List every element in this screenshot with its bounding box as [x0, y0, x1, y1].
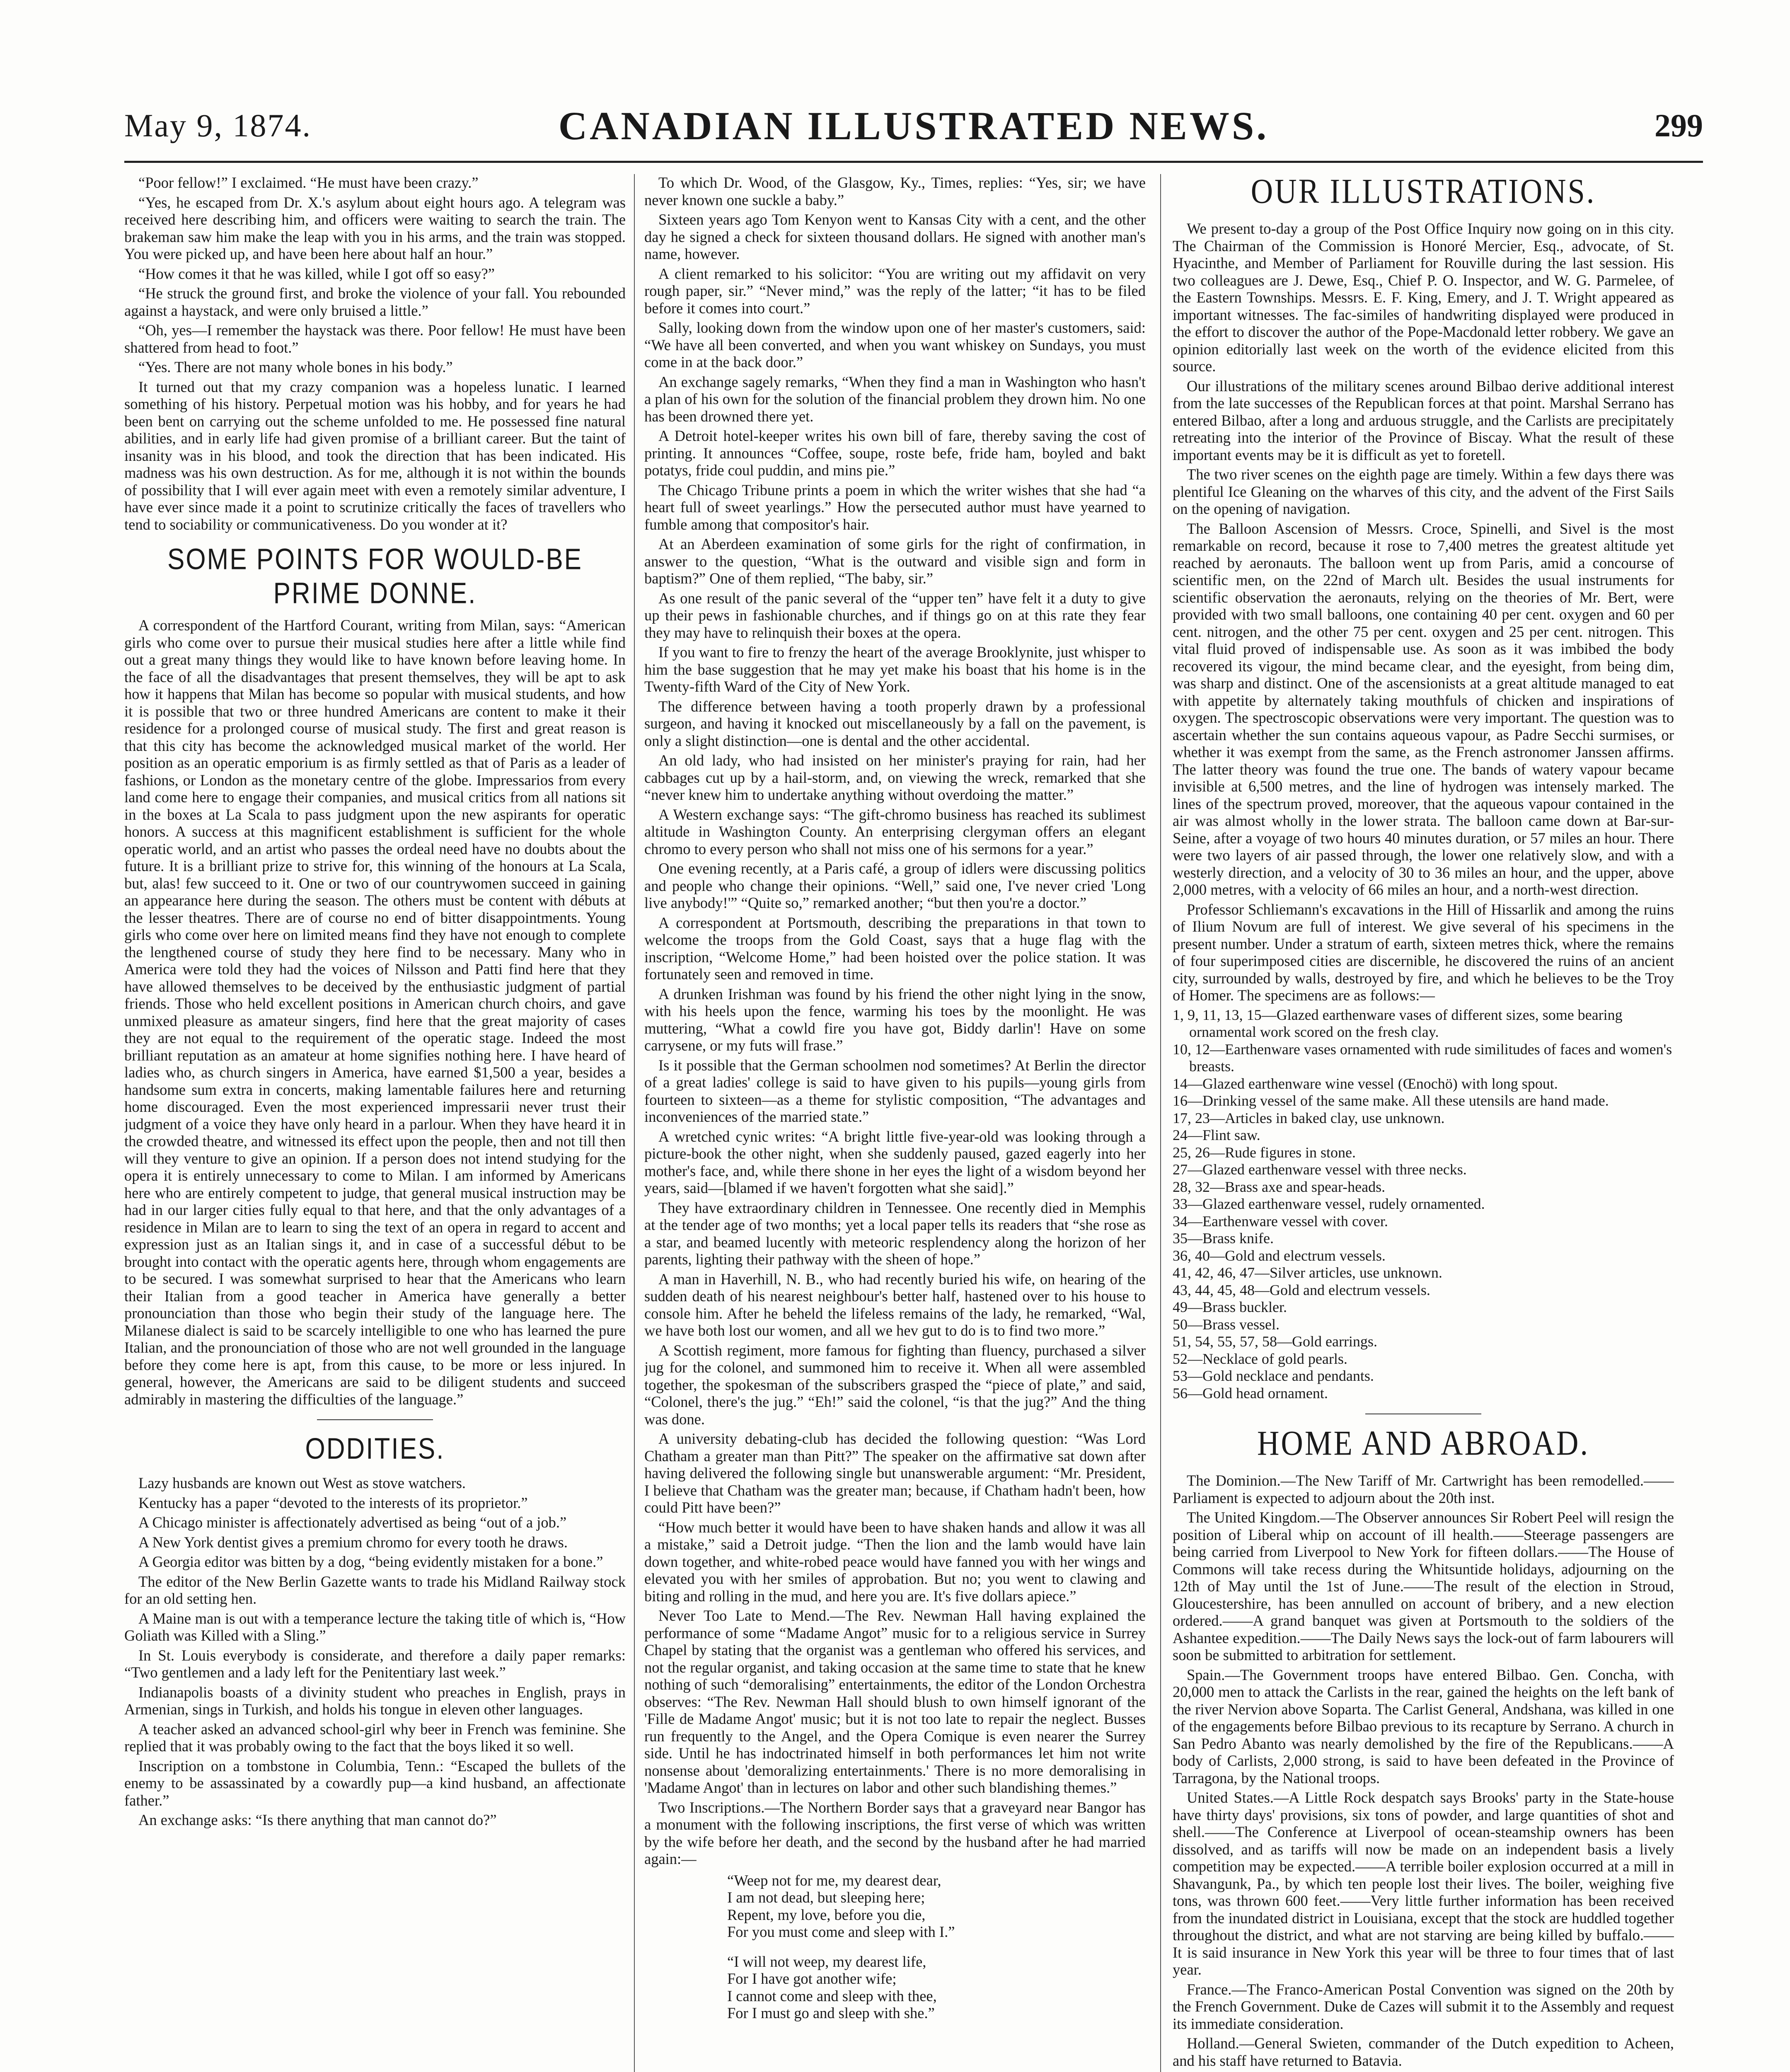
oddity-item: A Detroit hotel-keeper writes his own bill of fare, thereby saving the cost of printing. It announces “Coffee, soupe, roste befe, fride ham, boyled and bakt potatys, fride coul puddin, and mins pie.” — [644, 427, 1146, 479]
poem-line: I cannot come and sleep with thee, — [727, 1987, 937, 2004]
specimen-item: 14—Glazed earthenware wine vessel (Œnochö) with long spout. — [1173, 1075, 1558, 1092]
oddity-item: A New York dentist gives a premium chromo for every tooth he draws. — [138, 1533, 568, 1551]
oddity-item: The difference between having a tooth properly drawn by a professional surgeon, and having it knocked out miscellaneously by a fall on the pavement, is only a slight distinction—one is dental and the other accidental. — [644, 697, 1146, 749]
specimen-item: 34—Earthenware vessel with cover. — [1173, 1213, 1388, 1230]
article-our-illustrations — [1173, 220, 1674, 1004]
epitaph-verse-husband — [727, 1953, 1146, 2022]
specimen-item: 27—Glazed earthenware vessel with three necks. — [1173, 1161, 1467, 1178]
oddity-item: Two Inscriptions.—The Northern Border says that a graveyard near Bangor has a monument with the following inscriptions, the first verse of which was written by the wife before her death, and the second by the husband after he had married again:— — [644, 1798, 1146, 1867]
oddity-item: A teacher asked an advanced school-girl why beer in French was feminine. She replied that it was probably owing to the fact that the boys liked it so well. — [124, 1720, 626, 1755]
epitaph-verse-wife — [727, 1872, 1146, 1941]
oddity-item: A client remarked to his solicitor: “You are writing out my affidavit on very rough paper, sir.” “Never mind,” was the reply of the latter; “it has to be filed before it comes into court.” — [644, 265, 1146, 317]
news-paragraph: The Dominion.—The New Tariff of Mr. Cartwright has been remodelled.——Parliament is expected to adjourn about the 20th inst. — [1173, 1472, 1674, 1506]
oddity-item: A Georgia editor was bitten by a dog, “being evidently mistaken for a bone.” — [138, 1553, 603, 1570]
oddity-item: At an Aberdeen examination of some girls for the right of confirmation, in answer to the question, “What is the outward and visible sign and form in baptism?” One of them replied, “The baby, sir.” — [644, 535, 1146, 587]
oddity-item: Sixteen years ago Tom Kenyon went to Kansas City with a cent, and the other day he signed a check for sixteen thousand dollars. He signed with another man's name, however. — [644, 211, 1146, 262]
section-rule — [317, 1419, 433, 1420]
newspaper-title: CANADIAN ILLUSTRATED NEWS. — [558, 104, 1269, 148]
oddity-item: A Scottish regiment, more famous for fighting than fluency, purchased a silver jug for the colonel, and summoned him to receive it. When all were assembled together, the spokesman of the subscribers grasped the “piece of plate,” and said, “Colonel, there's the jug.” “Eh!” said the colonel, “is that the jug?” And the thing was done. — [644, 1341, 1146, 1428]
news-paragraph: Spain.—The Government troops have entered Bilbao. Gen. Concha, with 20,000 men to attack the Carlists in the rear, gained the heights on the left bank of the river Nervion above Soparta. The Carlist General, Andshana, was killed in one of the engagements before Bilbao previous to its recapture by Serrano. A church in San Pedro Abanto was nearly demolished by the fire of the Republicans.——A body of Carlists, 2,000 strong, is said to have been defeated in the Province of Tarragona, by the National troops. — [1173, 1666, 1674, 1786]
epitaph-poem — [644, 1872, 1146, 2022]
paragraph: Our illustrations of the military scenes around Bilbao derive additional interest from the late successes of the Republican forces at that point. Marshal Serrano has entered Bilbao, after a long and arduous struggle, and the Carlists are precipitately retreating into the interior of the Province of Biscay. What the result of these important events may be it is difficult as yet to foretell. — [1173, 377, 1674, 463]
news-paragraph: Holland.—General Swieten, commander of the Dutch expedition to Acheen, and his staff have returned to Batavia. — [1173, 2035, 1674, 2069]
specimen-item: 41, 42, 46, 47—Silver articles, use unknown. — [1173, 1264, 1442, 1281]
poem-line: For you must come and sleep with I.” — [727, 1923, 955, 1940]
oddity-item: An exchange sagely remarks, “When they find a man in Washington who hasn't a plan of his own for the solution of the financial problem they drown him. No one has been drowned there yet. — [644, 373, 1146, 425]
oddity-item: As one result of the panic several of the “upper ten” have felt it a duty to give up their pews in fashionable churches, and if things go on at this rate they fear they may have to relinquish their boxes at the opera. — [644, 589, 1146, 641]
oddity-item: An exchange asks: “Is there anything that man cannot do?” — [138, 1811, 497, 1828]
oddity-item: If you want to fire to frenzy the heart of the average Brooklynite, just whisper to him the base suggestion that he may yet make his boast that his home is in the Twenty-fifth Ward of the City of New York. — [644, 644, 1146, 695]
oddity-item: Kentucky has a paper “devoted to the interests of its proprietor.” — [138, 1494, 528, 1511]
oddity-item: A Chicago minister is affectionately advertised as being “out of a job.” — [138, 1514, 567, 1531]
oddity-item: Lazy husbands are known out West as stove watchers. — [138, 1474, 466, 1491]
oddity-item: The editor of the New Berlin Gazette wants to trade his Midland Railway stock for an old setting hen. — [124, 1573, 626, 1607]
column-1 — [124, 174, 626, 2072]
column-2 — [644, 174, 1146, 2072]
news-paragraph: The United Kingdom.—The Observer announces Sir Robert Peel will resign the position of Liberal whip on account of ill health.——Steerage passengers are being carried from Liverpool to New York for fifteen dollars.——The House of Commons will take recess during the Whitsuntide holidays, adjourning on the 12th of May until the 1st of June.——The result of the election in Stroud, Gloucestershire, has been annulled on account of bribery, and a new election ordered.——A grand banquet was given at Portsmouth to the soldiers of the Ashantee expedition.——The Daily News says the lock-out of farm labourers will soon be submitted to arbitration for settlement. — [1173, 1509, 1674, 1663]
oddity-item: A man in Haverhill, N. B., who had recently buried his wife, on hearing of the sudden death of his nearest neighbour's better half, hastened over to his house to console him. After he beheld the lifeless remains of the lady, he remarked, “Wal, we have both lost our women, and all we hev gut to do is to find two more.” — [644, 1270, 1146, 1339]
poem-line: I am not dead, but sleeping here; — [727, 1889, 925, 1906]
paragraph: “How comes it that he was killed, while I got off so easy?” — [138, 265, 495, 282]
oddity-item: A Western exchange says: “The gift-chromo business has reached its sublimest altitude in Washington County. An enterprising clergyman offers an elegant chromo to every person who shall not miss one of his sermons for a year.” — [644, 806, 1146, 857]
paragraph: “He struck the ground first, and broke the violence of your fall. You rebounded against a haystack, and were only bruised a little.” — [124, 285, 626, 319]
masthead-rule — [124, 161, 1703, 163]
paragraph: “Yes, he escaped from Dr. X.'s asylum about eight hours ago. A telegram was received here describing him, and officers were waiting to search the train. The brakeman saw him make the leap with you in his arms, and the train was stopped. You were picked up, and have been here about half an hour.” — [124, 194, 626, 262]
specimen-item: 52—Necklace of gold pearls. — [1173, 1350, 1347, 1367]
paragraph: It turned out that my crazy companion was a hopeless lunatic. I learned something of his history. Perpetual motion was his hobby, and for years he had been bent on carrying out the scheme unfolded to me. He possessed fine natural abilities, and in early life had given promise of a brilliant career. But the taint of insanity was in his blood, and took the direction that has been indicated. His madness was his own destruction. As for me, although it is not within the bounds of possibility that I will ever again meet with even a remotely similar adventure, I have ever since made it a point to scrutinize critically the faces of travellers who tend to sociability or communicativeness. Do you wonder at it? — [124, 378, 626, 533]
poem-line: For I must go and sleep with she.” — [727, 2004, 935, 2021]
column-divider — [634, 174, 635, 2072]
column-3 — [1173, 174, 1674, 2072]
oddity-item: They have extraordinary children in Tennessee. One recently died in Memphis at the tender age of two months; yet a local paper tells its readers that “she rose as a star, and beamed lucently with meteoric resplendency along the horizon of her parents, lighting their pathway with the sheen of hope.” — [644, 1199, 1146, 1268]
specimen-item: 25, 26—Rude figures in stone. — [1173, 1144, 1356, 1161]
specimen-item: 50—Brass vessel. — [1173, 1316, 1280, 1333]
specimen-item: 56—Gold head ornament. — [1173, 1385, 1328, 1402]
oddity-item: A university debating-club has decided the following question: “Was Lord Chatham a greater man than Pitt?” The speaker on the affirmative sat down after having delivered the following single but unanswerable argument: “Mr. President, I believe that Chatham was the greater man; because, if Chatham hadn't been, how could Pitt have been?” — [644, 1430, 1146, 1516]
oddity-item: The Chicago Tribune prints a poem in which the writer wishes that she had “a heart full of sweet yearlings.” How the persecuted author must have yearned to fumble among that compositor's hair. — [644, 481, 1146, 533]
paragraph: “Poor fellow!” I exclaimed. “He must have been crazy.” — [138, 174, 479, 191]
oddity-item: Sally, looking down from the window upon one of her master's customers, said: “We have all been converted, and when you want whiskey on Sundays, you must come in at the back door.” — [644, 319, 1146, 370]
specimen-item: 43, 44, 45, 48—Gold and electrum vessels. — [1173, 1281, 1430, 1298]
oddities-continued — [644, 174, 1146, 1868]
specimen-item: 24—Flint saw. — [1173, 1127, 1260, 1143]
oddity-item: A wretched cynic writes: “A bright little five-year-old was looking through a picture-book the other night, when she suddenly paused, gazed eagerly into her mother's face, and, while there shone in her eyes the light of a wisdom beyond her years, said—[blamed if we haven't forgotten what she said].” — [644, 1128, 1146, 1196]
page-number: 299 — [1655, 107, 1703, 143]
news-paragraph: United States.—A Little Rock despatch says Brooks' party in the State-house have thirty days' provisions, six tons of powder, and large quantities of shot and shell.——The Conference at Liverpool of ocean-steamship owners has been dissolved, and as tariffs will now be made on an independent basis a lively competition may be expected.——A terrible boiler explosion occurred at a mill in Shavangunk, Pa., by which ten people lost their lives. The boiler, weighing five tons, was thrown 600 feet.——Very little further information has been received from the inundated district in Louisiana, except that the stock are huddled together throughout the district, and what are not starving are being killed by buffalo.——It is said insurance in New York this year will be three to four times that of last year. — [1173, 1789, 1674, 1978]
oddity-item: Inscription on a tombstone in Columbia, Tenn.: “Escaped the bullets of the enemy to be assassinated by a cowardly pup—a kind husband, an affectionate father.” — [124, 1757, 626, 1809]
heading-oddities: ODDITIES. — [305, 1432, 445, 1466]
article-prime-donne — [124, 617, 626, 1408]
specimen-item: 33—Glazed earthenware vessel, rudely ornamented. — [1173, 1196, 1485, 1212]
paragraph: “Yes. There are not many whole bones in his body.” — [138, 358, 453, 375]
paragraph: A correspondent of the Hartford Courant, writing from Milan, says: “American girls who come over to pursue their musical studies here after a little while find out a great many things they would like to have known before leaving home. In the face of all the disadvantages that present themselves, they will be apt to ask how it happens that Milan has become so popular with musical students, and how it is possible that two or three hundred Americans are content to make it their residence for a prolonged course of musical study. The first and great reason is that this city has become the acknowledged musical market of the world. Her position as an operatic emporium is as firmly settled as that of Paris as a leader of fashions, or London as the monetary centre of the globe. Impressarios from every land come here to engage their companies, and musical critics from all nations sit in the boxes at La Scala to pass judgment upon the new aspirants for operatic honors. A success at this magnificent establishment is sufficient for the whole operatic world, and an artist who passes the ordeal need have no doubts about the future. It is a brilliant prize to strive for, this winning of the honours at La Scala, but, alas! few succeed to it. One or two of our countrywomen succeed in gaining an appearance here during the season. The others must be content with débuts at the lesser theatres. There are of course no end of bitter disappointments. Young girls who come over here on limited means find they have not enough to complete the lengthened course of study they here find to be necessary. Many who in America were told they had the voices of Nilsson and Patti find here that they have allowed themselves to be deceived by the enthusiastic judgment of partial friends. Those who held excellent positions in American church choirs, and gave unmixed pleasure as amateur singers, find here that the great majority of cases they are not equal to the requirement of the operatic stage. Indeed the most brilliant reputation as an amateur at home signifies nothing here. I have heard of ladies who, as church singers in America, have earned $1,500 a year, besides a handsome sum extra in concerts, making lamentable failures here and returning home discouraged. Even the most experienced impressarii never trust their judgment of a voice they have only heard in a parlour. When they have heard it in the crowded theatre, and witnessed its effect upon the people, then and not till then will they venture to give an opinion. If a person does not intend studying for the opera it is entirely unnecessary to come to Milan. I am informed by Americans here who are entirely competent to judge, that general musical instruction may be had in our larger cities fully equal to that here, and that the only advantages of a residence in Milan are to learn to sing the text of an opera in regard to accent and expression just as an Italian sings it, and in case of a successful début to be brought into contact with the operatic agents here, through whom engagements are to be secured. I was somewhat surprised to hear that the Americans who learn their Italian from a good teacher in America have generally a better pronounciation than those who begin their study of the language here. The Milanese dialect is said to be scarcely intelligible to one who has learned the pure Italian, and the pronounciation of those who are not well grounded in the language before they come here is apt, from this cause, to be more or less injured. In general, however, the Americans are said to be diligent students and succeed admirably in mastering the difficulties of the language.” — [124, 617, 626, 1408]
specimen-item: 53—Gold necklace and pendants. — [1173, 1368, 1374, 1384]
oddity-item: Never Too Late to Mend.—The Rev. Newman Hall having explained the performance of some “Madame Angot” music for to a religious service in Surrey Chapel by stating that the organist was a gentleman who offered his services, and not the regular organist, and taking occasion at the same time to state that he knew nothing of such “demoralising” entertainments, the editor of the London Orchestra observes: “The Rev. Newman Hall should blush to own himself ignorant of the 'Fille de Madame Angot' music; but it is not too late to repair the neglect. Busses run frequently to the Angel, and the Opera Comique is even nearer the Surrey side. Until he has indoctrinated himself in both performances let him not write nonsense about 'demoralizing entertainments.' There is no more demoralising in 'Madame Angot' than in lectures on labor and other such blandishing themes.” — [644, 1607, 1146, 1796]
poem-line: “I will not weep, my dearest life, — [727, 1953, 926, 1970]
heading-home-and-abroad: HOME AND ABROAD. — [1257, 1423, 1589, 1463]
paragraph: “Oh, yes—I remember the haystack was there. Poor fellow! He must have been shattered from head to foot.” — [124, 322, 626, 356]
schliemann-specimen-list — [1173, 1007, 1674, 1402]
specimen-item: 1, 9, 11, 13, 15—Glazed earthenware vases of different sizes, some bearing ornamental work scored on the fresh clay. — [1173, 1006, 1623, 1040]
specimen-item: 35—Brass knife. — [1173, 1230, 1274, 1247]
news-paragraph: France.—The Franco-American Postal Convention was signed on the 20th by the French Government. Duke de Cazes will submit it to the Assembly and request its immediate consideration. — [1173, 1980, 1674, 2032]
specimen-item: 10, 12—Earthenware vases ornamented with rude similitudes of faces and women's breasts. — [1173, 1041, 1672, 1075]
oddity-item: A correspondent at Portsmouth, describing the preparations in that town to welcome the troops from the Gold Coast, says that a huge flag with the inscription, “Welcome Home,” had been hoisted over the police station. It was fortunately seen and removed in time. — [644, 914, 1146, 983]
oddity-item: Is it possible that the German schoolmen nod sometimes? At Berlin the director of a great ladies' college is said to have given to his pupils—young girls from fourteen to sixteen—as a theme for stylistic composition, “The advantages and inconveniences of the married state.” — [644, 1056, 1146, 1125]
oddities-list — [124, 1474, 626, 1829]
oddity-item: To which Dr. Wood, of the Glasgow, Ky., Times, replies: “Yes, sir; we have never known one suckle a baby.” — [644, 174, 1146, 208]
specimen-item: 16—Drinking vessel of the same make. All these utensils are hand made. — [1173, 1092, 1609, 1109]
oddity-item: In St. Louis everybody is considerate, and therefore a daily paper remarks: “Two gentlemen and a lady left for the Penitentiary last week.” — [124, 1646, 626, 1681]
specimen-item: 36, 40—Gold and electrum vessels. — [1173, 1247, 1386, 1264]
paragraph: The Balloon Ascension of Messrs. Croce, Spinelli, and Sivel is the most remarkable on record, because it rose to 7,400 metres the greatest altitude yet reached by aeronauts. The balloon went up from Paris, amid a concourse of scientific men, on the 22nd of March ult. Besides the usual instruments for scientific observation the aeronauts, relying on the theories of Mr. Bert, were provided with two small balloons, one containing 40 per cent. oxygen and 60 per cent. nitrogen, and the other 75 per cent. oxygen and 25 per cent. nitrogen. This vital fluid proved of indispensable use. As soon as it was imbibed the body recovered its vigour, the mind became clear, and the eyesight, from being dim, was sharp and distinct. One of the ascensionists at a great altitude managed to eat with appetite by alternately taking mouthfuls of chicken and inspirations of oxygen. The spectroscopic observations were very important. The question was to ascertain whether the sun contains aqueous vapour, as Padre Secchi surmises, or whether it was exempt from the same, as the French astronomer Janssen affirms. The latter theory was found the true one. The bands of watery vapour became invisible at 6,500 metres, and the line of hydrogen was intensely marked. The lines of the spectrum proved, moreover, that the aqueous vapour contained in the air was almost wholly in the lower strata. The balloon came down at Bar-sur-Seine, after a voyage of two hours 40 minutes duration, or 57 miles an hour. There were two layers of air passed through, the lower one relatively slow, and with a westerly direction, and a velocity of 30 to 36 miles an hour, and the upper, above 2,000 metres, with a velocity of 66 miles an hour, and a north-west direction. — [1173, 520, 1674, 898]
oddity-item: A Maine man is out with a temperance lecture the taking title of which is, “How Goliath was Killed with a Sling.” — [124, 1610, 626, 1644]
oddity-item: One evening recently, at a Paris café, a group of idlers were discussing politics and people who change their opinions. “Well,” said one, I've never cried 'Long live anybody!'” “Quite so,” remarked another; “but then you're a doctor.” — [644, 860, 1146, 911]
oddity-item: A drunken Irishman was found by his friend the other night lying in the snow, with his heels upon the fence, warming his toes by the moonlight. He was muttering, “What a cowld fire you have got, Biddy darlin'! Have on some carrysene, or my futs will frase.” — [644, 985, 1146, 1054]
oddity-item: “How much better it would have been to have shaken hands and allow it was all a mistake,” said a Detroit judge. “Then the lion and the lamb would have lain down together, and white-robed peace would have fanned you with her wings and elevated you with her smiles of approbation. But no; you went to clawing and biting and rolling in the mud, and here you are. It's five dollars apiece.” — [644, 1518, 1146, 1605]
poem-line: For I have got another wife; — [727, 1970, 897, 1987]
oddity-item: Indianapolis boasts of a divinity student who preaches in English, prays in Armenian, sings in Turkish, and holds his tongue in eleven other languages. — [124, 1683, 626, 1718]
specimen-item: 17, 23—Articles in baked clay, use unknown. — [1173, 1109, 1445, 1126]
heading-our-illustrations: OUR ILLUSTRATIONS. — [1251, 174, 1596, 211]
article-home-and-abroad — [1173, 1472, 1674, 2069]
specimen-item: 51, 54, 55, 57, 58—Gold earrings. — [1173, 1333, 1377, 1350]
paragraph: We present to-day a group of the Post Office Inquiry now going on in this city. The Chairman of the Commission is Honoré Mercier, Esq., advocate, of St. Hyacinthe, and Member of Parliament for Rouville during the last session. His two colleagues are J. Dewe, Esq., Chief P. O. Inspector, and W. G. Parmelee, of the Eastern Townships. Messrs. E. F. King, Emery, and J. T. Wright appeared as important witnesses. The fac-similes of handwriting displayed were produced in the effort to discover the author of the Pope-Macdonald letter robbery. We gave an opinion editorially last week on the worth of the evidence elicited from this source. — [1173, 220, 1674, 375]
paragraph: Professor Schliemann's excavations in the Hill of Hissarlik and among the ruins of Ilium Novum are full of interest. We give several of his specimens in the present number. Under a stratum of earth, sixteen metres thick, where the remains of four superimposed cities are discernible, he discovered the ruins of an ancient city, surrounded by walls, destroyed by fire, and which he believes to be the Troy of Homer. The specimens are as follows:— — [1173, 900, 1674, 1004]
story-continuation — [124, 174, 626, 533]
issue-date: May 9, 1874. — [124, 107, 312, 143]
poem-line: “Weep not for me, my dearest dear, — [727, 1871, 941, 1889]
heading-prime-donne: SOME POINTS FOR WOULD-BE PRIME DONNE. — [167, 543, 583, 610]
column-divider — [1160, 174, 1161, 2072]
poem-line: Repent, my love, before you die, — [727, 1906, 926, 1923]
masthead — [124, 103, 1703, 161]
specimen-item: 28, 32—Brass axe and spear-heads. — [1173, 1178, 1386, 1195]
oddity-item: An old lady, who had insisted on her minister's praying for rain, had her cabbages cut up by a hail-storm, and, on viewing the wreck, remarked that she “never knew him to undertake anything without overdoing the matter.” — [644, 752, 1146, 803]
specimen-item: 49—Brass buckler. — [1173, 1299, 1287, 1315]
paragraph: The two river scenes on the eighth page are timely. Within a few days there was plentiful Ice Gleaning on the wharves of this city, and the advent of the First Sails on the opening of navigation. — [1173, 466, 1674, 517]
